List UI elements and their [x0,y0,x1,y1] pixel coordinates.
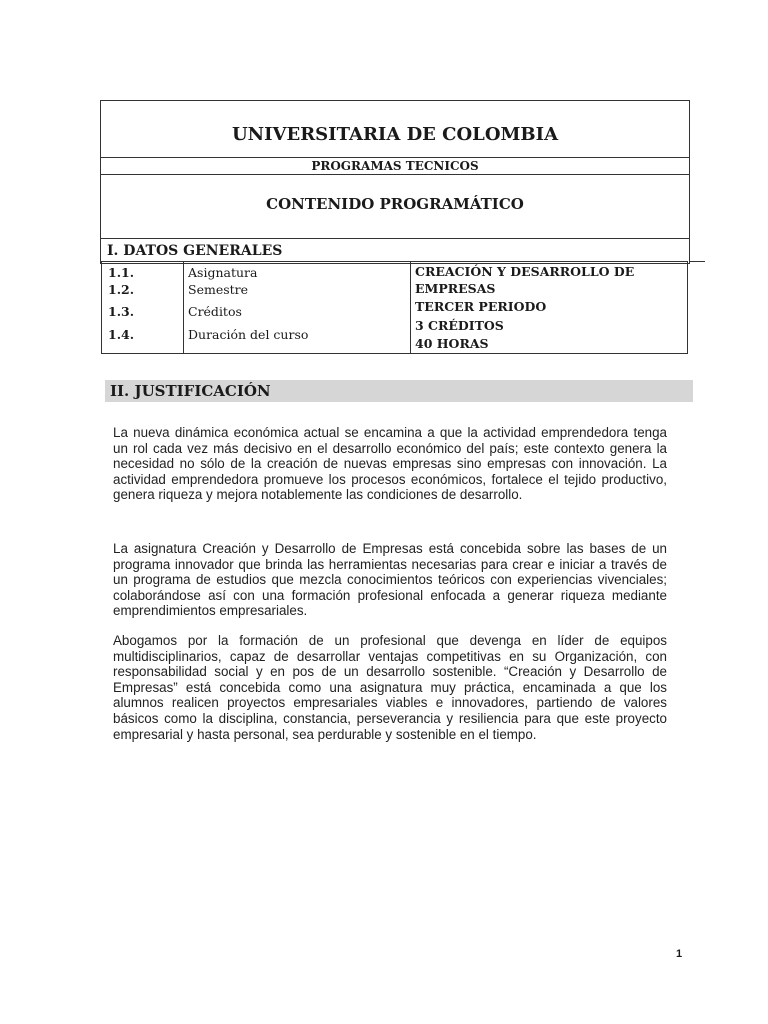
row-number: 1.3. [108,304,135,319]
document-header [100,100,690,264]
institution-title: UNIVERSITARIA DE COLOMBIA [101,101,689,158]
section-label-datos: I. DATOS GENERALES [107,243,283,259]
field-label: Semestre [188,282,249,297]
field-label: Duración del curso [188,327,309,342]
page-number: 1 [676,948,683,960]
divider [689,261,705,262]
row-number: 1.2. [108,282,135,297]
field-label: Asignatura [188,265,258,280]
paragraph: La asignatura Creación y Desarrollo de Empresas está concebida sobre las bases de un programa innovador que brinda las herramientas necesarias para crear e iniciar a través de un programa de estudios que mezcla conocimientos teóricos con experiencias vivenciales; colaborándose así con una formación profesional enfocada a generar riqueza mediante emprendimientos empresariales. [113,541,667,619]
field-value: 40 HORAS [415,336,489,351]
field-label: Créditos [188,304,242,319]
number-column [102,262,184,353]
section-heading-justificacion: II. JUSTIFICACIÓN [105,380,693,402]
label-column [184,262,411,353]
row-number: 1.4. [108,327,135,342]
field-value: EMPRESAS [415,281,496,296]
field-value: CREACIÓN Y DESARROLLO DE [415,264,635,279]
row-number: 1.1. [108,265,135,280]
field-value: 3 CRÉDITOS [415,318,504,333]
value-column [411,262,687,353]
datos-generales-table [101,261,688,354]
field-value: TERCER PERIODO [415,299,547,314]
document-title: CONTENIDO PROGRAMÁTICO [101,175,689,239]
paragraph: Abogamos por la formación de un profesional que devenga en líder de equipos multidisciplinarios, capaz de desarrollar ventajas competitivas en su Organización, con responsabilidad social y en pos de un desarrollo sostenible. “Creación y Desarrollo de Empresas” está concebida como una asignatura muy práctica, encaminada a que los alumnos realicen proyectos empresariales viables e innovadores, partiendo de valores básicos como la disciplina, constancia, perseverancia y resiliencia para que este proyecto empresarial y hasta personal, sea perdurable y sostenible en el tiempo. [113,633,667,742]
paragraph: La nueva dinámica económica actual se encamina a que la actividad emprendedora tenga un rol cada vez más decisivo en el desarrollo económico del país; este contexto genera la necesidad no sólo de la creación de nuevas empresas sino empresas con innovación. La actividad emprendedora promueve los procesos económicos, fortalece el tejido productivo, genera riqueza y mejora notablemente las condiciones de desarrollo. [113,425,667,503]
program-subtitle: PROGRAMAS TECNICOS [101,158,689,175]
